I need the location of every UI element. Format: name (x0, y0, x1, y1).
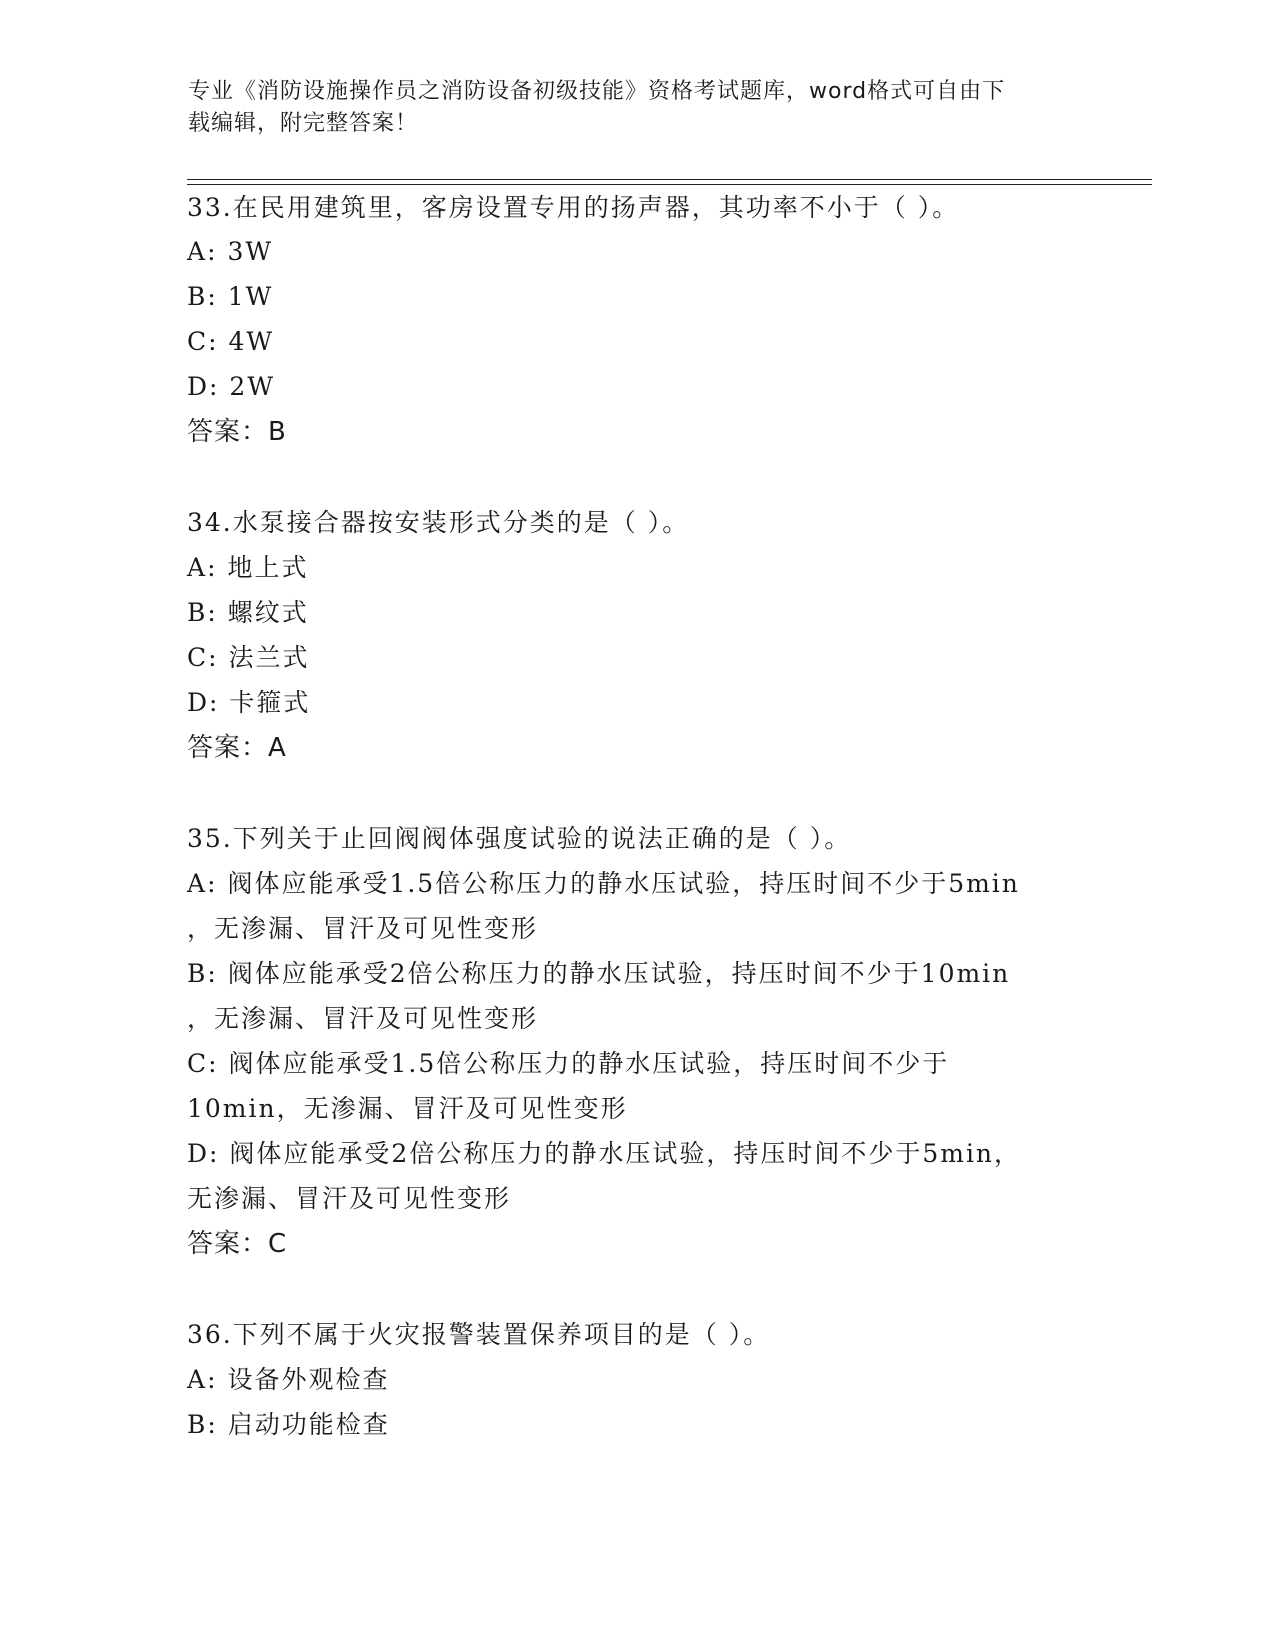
answer-label: 答案： (187, 733, 269, 763)
option-separator: : (207, 282, 228, 311)
option-separator: : (207, 237, 228, 266)
header-line-1: 专业《消防设施操作员之消防设备初级技能》资格考试题库，word格式可自由下 (188, 79, 1006, 104)
option-separator: : (207, 1410, 228, 1439)
option-separator: : (209, 1139, 230, 1168)
option-text: 阀体应能承受2倍公称压力的静水压试验，持压时间不少于10min (227, 959, 1011, 988)
option-label: B (187, 959, 208, 988)
option-label: C (187, 643, 209, 672)
answer-value: C (268, 1229, 288, 1259)
option-text: 4W (228, 327, 275, 356)
option-label: D (187, 372, 210, 401)
option-label: D (187, 1139, 210, 1168)
question-35-option-d-continued: 无渗漏、冒汗及可见性变形 (187, 1184, 512, 1213)
question-34-option-c (187, 642, 310, 674)
option-text: 阀体应能承受2倍公称压力的静水压试验，持压时间不少于5min， (229, 1139, 1022, 1168)
answer-value: A (268, 733, 287, 763)
option-label: A (187, 1365, 208, 1394)
option-label: A (187, 553, 208, 582)
question-33-option-c (187, 326, 274, 358)
question-36-option-b (187, 1409, 390, 1441)
option-text: 设备外观检查 (227, 1365, 390, 1394)
question-35-option-d (187, 1138, 1021, 1170)
option-separator: : (209, 688, 230, 717)
question-35-stem: 35.下列关于止回阀阀体强度试验的说法正确的是（ ）。 (187, 824, 852, 853)
option-separator: : (207, 1365, 228, 1394)
header-divider-bottom (187, 184, 1152, 185)
option-separator: : (207, 598, 228, 627)
question-33-stem: 33.在民用建筑里，客房设置专用的扬声器，其功率不小于（ ）。 (187, 193, 960, 222)
answer-label: 答案： (187, 417, 269, 447)
option-label: A (187, 237, 208, 266)
option-text: 阀体应能承受1.5倍公称压力的静水压试验，持压时间不少于 (228, 1049, 950, 1078)
option-separator: : (207, 959, 228, 988)
question-35-option-a (187, 868, 1020, 900)
option-text: 3W (227, 237, 274, 266)
question-35-option-c-continued: 10min，无渗漏、冒汗及可见性变形 (187, 1094, 628, 1123)
option-separator: : (207, 553, 228, 582)
question-35-answer (187, 1228, 287, 1260)
question-33-option-d (187, 371, 275, 403)
question-36-option-a (187, 1364, 389, 1396)
option-label: B (187, 282, 208, 311)
header-divider-top (187, 179, 1152, 180)
option-text: 螺纹式 (227, 598, 309, 627)
question-35-option-b-continued: ，无渗漏、冒汗及可见性变形 (187, 1004, 539, 1033)
option-text: 2W (229, 372, 276, 401)
question-33-answer (187, 416, 287, 448)
option-label: A (187, 869, 208, 898)
option-text: 地上式 (227, 553, 309, 582)
question-35-option-c (187, 1048, 949, 1080)
option-label: D (187, 688, 210, 717)
document-header (188, 76, 1068, 140)
question-33-option-a (187, 236, 273, 268)
option-text: 启动功能检查 (227, 1410, 390, 1439)
question-34-option-a (187, 552, 308, 584)
question-34-answer (187, 732, 287, 764)
answer-label: 答案： (187, 1229, 269, 1259)
question-34-stem: 34.水泵接合器按安装形式分类的是（ ）。 (187, 508, 690, 537)
option-separator: : (208, 643, 229, 672)
option-separator: : (207, 869, 228, 898)
option-separator: : (208, 327, 229, 356)
option-text: 1W (227, 282, 274, 311)
option-separator: : (208, 1049, 229, 1078)
option-label: B (187, 598, 208, 627)
option-label: C (187, 1049, 209, 1078)
question-33-option-b (187, 281, 273, 313)
option-label: C (187, 327, 209, 356)
question-35-option-b (187, 958, 1010, 990)
option-label: B (187, 1410, 208, 1439)
option-text: 阀体应能承受1.5倍公称压力的静水压试验，持压时间不少于5min (227, 869, 1020, 898)
option-text: 卡箍式 (229, 688, 311, 717)
question-34-option-d (187, 687, 310, 719)
option-separator: : (209, 372, 230, 401)
question-36-stem: 36.下列不属于火灾报警装置保养项目的是（ ）。 (187, 1320, 771, 1349)
question-34-option-b (187, 597, 309, 629)
question-35-option-a-continued: ，无渗漏、冒汗及可见性变形 (187, 914, 539, 943)
answer-value: B (268, 417, 287, 447)
header-line-2: 载编辑，附完整答案！ (188, 111, 419, 136)
option-text: 法兰式 (228, 643, 310, 672)
